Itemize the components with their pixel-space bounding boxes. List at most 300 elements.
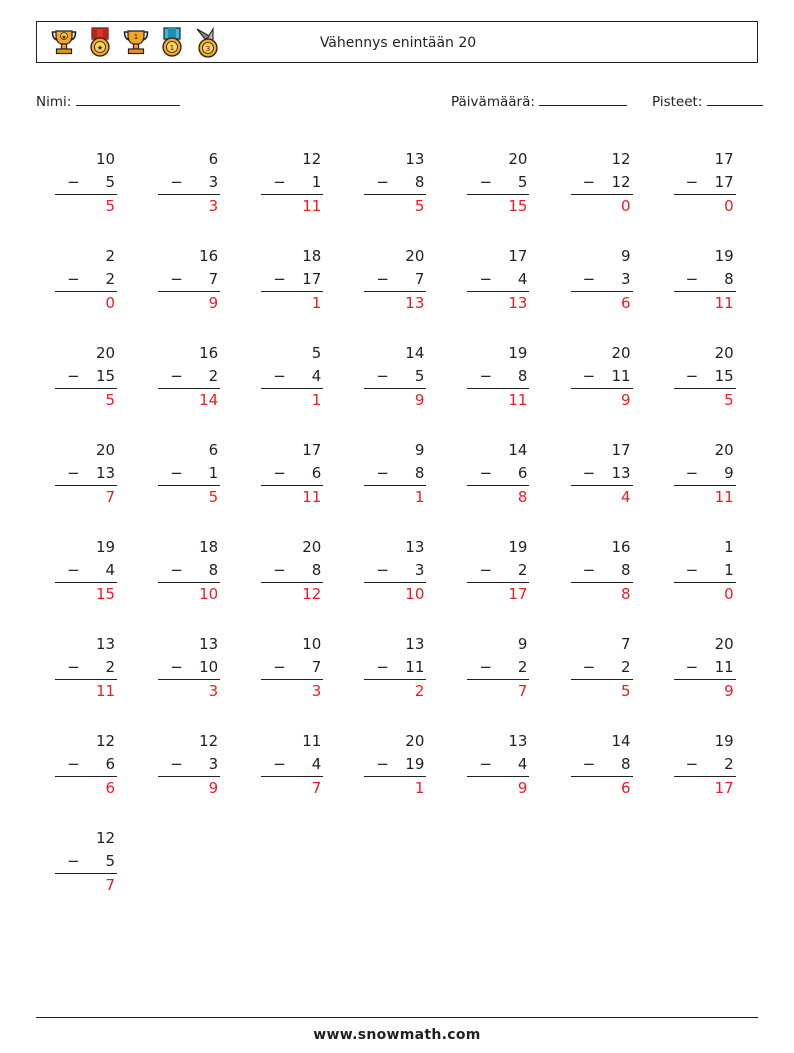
subtrahend: 2 xyxy=(621,658,631,676)
subtrahend-row xyxy=(467,171,529,195)
subtraction-problem xyxy=(571,730,633,800)
subtraction-problem xyxy=(364,148,426,218)
subtrahend-row xyxy=(55,753,117,777)
points-input[interactable] xyxy=(707,92,763,106)
subtrahend-row xyxy=(261,559,323,583)
subtrahend: 12 xyxy=(611,173,631,191)
trophy-orange-icon xyxy=(119,25,153,63)
subtrahend-row xyxy=(674,656,736,680)
problem-cell xyxy=(345,140,448,237)
date-input[interactable] xyxy=(539,92,627,106)
answer[interactable]: 5 xyxy=(724,391,734,409)
minus-operator-icon: − xyxy=(273,464,286,482)
subtrahend-row xyxy=(55,462,117,486)
answer[interactable]: 15 xyxy=(96,585,116,603)
minus-operator-icon: − xyxy=(685,561,699,579)
minus-operator-icon: − xyxy=(582,658,596,676)
minuend: 13 xyxy=(405,150,425,168)
minuend: 17 xyxy=(611,441,631,459)
minus-operator-icon: − xyxy=(273,561,286,579)
minus-operator-icon: − xyxy=(67,852,80,870)
problem-cell xyxy=(345,237,448,334)
minuend: 19 xyxy=(714,247,734,265)
subtrahend: 17 xyxy=(714,173,734,191)
minus-operator-icon: − xyxy=(376,561,389,579)
subtraction-problem xyxy=(158,245,220,315)
subtrahend-row xyxy=(467,268,529,292)
subtraction-problem xyxy=(571,536,633,606)
subtrahend-row xyxy=(674,171,736,195)
subtraction-problem xyxy=(571,342,633,412)
subtrahend: 1 xyxy=(311,173,322,191)
subtrahend: 9 xyxy=(724,464,734,482)
minuend: 10 xyxy=(96,150,116,168)
answer[interactable]: 11 xyxy=(714,294,734,312)
minuend: 14 xyxy=(611,732,631,750)
minuend: 20 xyxy=(405,732,425,750)
answer[interactable]: 5 xyxy=(105,391,116,409)
answer[interactable]: 7 xyxy=(105,488,116,506)
name-input[interactable] xyxy=(76,92,180,106)
subtraction-problem xyxy=(158,536,220,606)
subtrahend: 1 xyxy=(724,561,734,579)
minuend: 10 xyxy=(302,635,322,653)
answer[interactable]: 0 xyxy=(105,294,116,312)
answer[interactable]: 17 xyxy=(508,585,528,603)
minuend: 14 xyxy=(405,344,425,362)
answer[interactable]: 6 xyxy=(621,779,631,797)
subtrahend: 15 xyxy=(714,367,734,385)
subtrahend-row xyxy=(571,365,633,389)
problem-cell xyxy=(345,722,448,819)
subtrahend: 4 xyxy=(311,755,322,773)
problem-cell xyxy=(448,431,551,528)
subtrahend: 13 xyxy=(611,464,631,482)
subtrahend-row xyxy=(467,559,529,583)
answer[interactable]: 0 xyxy=(724,585,734,603)
minuend: 17 xyxy=(714,150,734,168)
minus-operator-icon: − xyxy=(376,173,389,191)
subtraction-problem xyxy=(158,633,220,703)
answer[interactable]: 10 xyxy=(405,585,425,603)
subtrahend: 1 xyxy=(208,464,219,482)
problem-cell xyxy=(139,431,242,528)
footer-site: www.snowmath.com xyxy=(313,1027,481,1043)
problem-cell xyxy=(139,722,242,819)
answer[interactable]: 17 xyxy=(714,779,734,797)
subtrahend-row xyxy=(467,462,529,486)
minus-operator-icon: − xyxy=(170,270,183,288)
subtrahend-row xyxy=(55,365,117,389)
minuend: 20 xyxy=(508,150,528,168)
minus-operator-icon: − xyxy=(685,658,699,676)
minus-operator-icon: − xyxy=(67,658,80,676)
answer[interactable]: 9 xyxy=(414,391,425,409)
minuend: 12 xyxy=(611,150,631,168)
minuend: 20 xyxy=(96,441,116,459)
subtrahend: 8 xyxy=(621,755,631,773)
subtrahend: 5 xyxy=(414,367,425,385)
subtrahend: 4 xyxy=(105,561,116,579)
minus-operator-icon: − xyxy=(582,367,596,385)
minus-operator-icon: − xyxy=(479,755,493,773)
subtrahend: 2 xyxy=(208,367,219,385)
subtrahend: 11 xyxy=(405,658,425,676)
medal-bronze-icon xyxy=(191,25,225,63)
minus-operator-icon: − xyxy=(479,561,493,579)
minus-operator-icon: − xyxy=(67,270,80,288)
minus-operator-icon: − xyxy=(376,270,389,288)
minuend: 14 xyxy=(508,441,528,459)
subtraction-problem xyxy=(467,730,529,800)
subtrahend: 4 xyxy=(517,755,528,773)
subtraction-problem xyxy=(674,536,736,606)
svg-text:★: ★ xyxy=(96,44,104,52)
problem-cell xyxy=(551,722,654,819)
problem-cell xyxy=(448,528,551,625)
problem-cell xyxy=(139,528,242,625)
minus-operator-icon: − xyxy=(170,464,183,482)
subtrahend-row xyxy=(158,559,220,583)
subtrahend-row xyxy=(158,268,220,292)
minuend: 20 xyxy=(405,247,425,265)
problem-cell xyxy=(448,237,551,334)
minus-operator-icon: − xyxy=(479,173,493,191)
minus-operator-icon: − xyxy=(479,367,493,385)
minuend: 9 xyxy=(414,441,425,459)
problem-cell xyxy=(345,334,448,431)
medal-red-icon xyxy=(85,25,115,63)
subtrahend-row xyxy=(674,268,736,292)
problem-cell xyxy=(345,431,448,528)
problem-cell xyxy=(448,140,551,237)
problem-cell xyxy=(242,431,345,528)
minuend: 13 xyxy=(96,635,116,653)
minuend: 19 xyxy=(714,732,734,750)
subtrahend-row xyxy=(571,268,633,292)
minus-operator-icon: − xyxy=(582,173,596,191)
problem-cell xyxy=(448,334,551,431)
minus-operator-icon: − xyxy=(479,270,493,288)
subtrahend-row xyxy=(571,753,633,777)
subtrahend: 5 xyxy=(105,173,116,191)
problem-cell xyxy=(551,334,654,431)
minuend: 13 xyxy=(405,635,425,653)
answer[interactable]: 8 xyxy=(621,585,631,603)
subtrahend-row xyxy=(55,171,117,195)
subtrahend: 19 xyxy=(405,755,425,773)
subtraction-problem xyxy=(674,245,736,315)
subtrahend-row xyxy=(261,656,323,680)
subtrahend: 7 xyxy=(311,658,322,676)
subtraction-problem xyxy=(364,342,426,412)
subtrahend-row xyxy=(55,559,117,583)
minus-operator-icon: − xyxy=(376,367,389,385)
minuend: 5 xyxy=(311,344,322,362)
minuend: 17 xyxy=(508,247,528,265)
problem-cell xyxy=(139,334,242,431)
problem-cell xyxy=(36,819,139,916)
date-field-group xyxy=(451,92,627,110)
problem-cell xyxy=(551,431,654,528)
problem-cell xyxy=(655,334,758,431)
answer[interactable]: 5 xyxy=(414,197,425,215)
svg-text:★: ★ xyxy=(61,34,67,41)
name-label: Nimi: xyxy=(36,94,72,110)
minuend: 18 xyxy=(199,538,219,556)
minus-operator-icon: − xyxy=(273,658,286,676)
subtrahend: 2 xyxy=(105,270,116,288)
subtraction-problem xyxy=(55,245,117,315)
footer-divider xyxy=(36,1017,758,1018)
minus-operator-icon: − xyxy=(67,367,80,385)
subtrahend: 2 xyxy=(724,755,734,773)
minuend: 6 xyxy=(208,150,219,168)
answer[interactable]: 1 xyxy=(311,294,322,312)
subtraction-problem xyxy=(158,342,220,412)
answer[interactable]: 12 xyxy=(302,585,322,603)
minus-operator-icon: − xyxy=(376,755,389,773)
answer[interactable]: 9 xyxy=(724,682,734,700)
subtrahend-row xyxy=(674,462,736,486)
page-title: Vähennys enintään 20 xyxy=(319,35,477,51)
subtrahend-row xyxy=(364,462,426,486)
subtraction-problem xyxy=(55,439,117,509)
minus-operator-icon: − xyxy=(67,561,80,579)
minuend: 19 xyxy=(508,344,528,362)
problem-grid xyxy=(36,140,758,916)
minus-operator-icon: − xyxy=(582,561,596,579)
minuend: 20 xyxy=(714,344,734,362)
problem-cell xyxy=(655,528,758,625)
answer[interactable]: 1 xyxy=(311,391,322,409)
name-field-group xyxy=(36,92,180,110)
minuend: 11 xyxy=(302,732,322,750)
subtrahend-row xyxy=(158,656,220,680)
subtraction-problem xyxy=(55,827,117,897)
answer[interactable]: 6 xyxy=(621,294,631,312)
answer[interactable]: 7 xyxy=(105,876,116,894)
minuend: 12 xyxy=(96,732,116,750)
subtraction-problem xyxy=(55,633,117,703)
subtrahend-row xyxy=(158,462,220,486)
problem-cell xyxy=(551,140,654,237)
svg-text:1: 1 xyxy=(133,33,139,41)
subtraction-problem xyxy=(571,245,633,315)
answer[interactable]: 15 xyxy=(508,197,528,215)
answer[interactable]: 6 xyxy=(105,779,116,797)
minus-operator-icon: − xyxy=(67,173,80,191)
subtrahend-row xyxy=(674,365,736,389)
subtraction-problem xyxy=(364,245,426,315)
minuend: 20 xyxy=(302,538,322,556)
subtraction-problem xyxy=(674,730,736,800)
minuend: 12 xyxy=(302,150,322,168)
subtraction-problem xyxy=(571,148,633,218)
subtrahend-row xyxy=(364,559,426,583)
minus-operator-icon: − xyxy=(273,755,286,773)
header-box xyxy=(36,21,758,63)
subtrahend: 7 xyxy=(208,270,219,288)
subtrahend-row xyxy=(55,268,117,292)
subtrahend: 8 xyxy=(311,561,322,579)
subtrahend: 17 xyxy=(302,270,322,288)
problem-cell xyxy=(655,722,758,819)
points-field-group xyxy=(652,92,763,110)
minuend: 20 xyxy=(96,344,116,362)
minus-operator-icon: − xyxy=(170,755,183,773)
minus-operator-icon: − xyxy=(582,755,596,773)
problem-cell xyxy=(551,625,654,722)
answer[interactable]: 7 xyxy=(517,682,528,700)
minuend: 20 xyxy=(714,441,734,459)
subtrahend-row xyxy=(571,462,633,486)
subtraction-problem xyxy=(467,536,529,606)
answer[interactable]: 9 xyxy=(208,779,219,797)
minus-operator-icon: − xyxy=(685,367,699,385)
answer[interactable]: 9 xyxy=(208,294,219,312)
subtraction-problem xyxy=(261,439,323,509)
subtrahend: 4 xyxy=(517,270,528,288)
answer[interactable]: 4 xyxy=(621,488,631,506)
minus-operator-icon: − xyxy=(376,464,389,482)
answer[interactable]: 10 xyxy=(199,585,219,603)
subtraction-problem xyxy=(364,633,426,703)
answer[interactable]: 1 xyxy=(414,779,425,797)
subtraction-problem xyxy=(261,633,323,703)
subtrahend: 3 xyxy=(208,755,219,773)
answer[interactable]: 1 xyxy=(414,488,425,506)
answer[interactable]: 3 xyxy=(311,682,322,700)
problem-cell xyxy=(345,625,448,722)
answer[interactable]: 14 xyxy=(199,391,219,409)
subtrahend-row xyxy=(364,171,426,195)
subtrahend-row xyxy=(261,462,323,486)
minuend: 19 xyxy=(96,538,116,556)
problem-cell xyxy=(655,625,758,722)
subtrahend: 2 xyxy=(517,561,528,579)
minuend: 12 xyxy=(96,829,116,847)
answer[interactable]: 7 xyxy=(311,779,322,797)
student-info-row xyxy=(36,92,758,114)
svg-text:1: 1 xyxy=(169,44,175,52)
answer[interactable]: 11 xyxy=(508,391,528,409)
subtraction-problem xyxy=(55,148,117,218)
answer[interactable]: 11 xyxy=(96,682,116,700)
answer[interactable]: 11 xyxy=(714,488,734,506)
problem-cell xyxy=(242,722,345,819)
minus-operator-icon: − xyxy=(170,367,183,385)
answer[interactable]: 9 xyxy=(517,779,528,797)
subtrahend-row xyxy=(55,850,117,874)
problem-cell xyxy=(448,625,551,722)
subtraction-problem xyxy=(55,536,117,606)
answer[interactable]: 0 xyxy=(621,197,631,215)
problem-cell xyxy=(655,140,758,237)
minuend: 9 xyxy=(621,247,631,265)
subtrahend: 8 xyxy=(517,367,528,385)
answer[interactable]: 13 xyxy=(508,294,528,312)
subtraction-problem xyxy=(467,342,529,412)
minuend: 16 xyxy=(199,247,219,265)
points-label: Pisteet: xyxy=(652,94,703,110)
answer[interactable]: 13 xyxy=(405,294,425,312)
problem-cell xyxy=(551,528,654,625)
subtrahend: 3 xyxy=(208,173,219,191)
answer[interactable]: 5 xyxy=(621,682,631,700)
minus-operator-icon: − xyxy=(170,561,183,579)
minuend: 13 xyxy=(199,635,219,653)
award-icons xyxy=(47,26,277,62)
subtraction-problem xyxy=(467,245,529,315)
problem-cell xyxy=(36,334,139,431)
subtraction-problem xyxy=(261,245,323,315)
problem-cell xyxy=(655,237,758,334)
answer[interactable]: 2 xyxy=(414,682,425,700)
subtrahend: 8 xyxy=(414,464,425,482)
minus-operator-icon: − xyxy=(685,270,699,288)
subtrahend: 6 xyxy=(105,755,116,773)
svg-text:3: 3 xyxy=(205,45,211,53)
problem-cell xyxy=(36,528,139,625)
date-label: Päivämäärä: xyxy=(451,94,535,110)
problem-cell xyxy=(36,722,139,819)
answer[interactable]: 3 xyxy=(208,197,219,215)
subtrahend: 8 xyxy=(208,561,219,579)
subtrahend-row xyxy=(364,365,426,389)
answer[interactable]: 9 xyxy=(621,391,631,409)
minuend: 20 xyxy=(611,344,631,362)
answer[interactable]: 8 xyxy=(517,488,528,506)
minuend: 13 xyxy=(508,732,528,750)
answer[interactable]: 0 xyxy=(724,197,734,215)
subtraction-problem xyxy=(261,730,323,800)
subtrahend-row xyxy=(261,268,323,292)
subtrahend: 10 xyxy=(199,658,219,676)
problem-cell xyxy=(242,237,345,334)
subtraction-problem xyxy=(55,342,117,412)
subtrahend: 8 xyxy=(414,173,425,191)
subtraction-problem xyxy=(674,342,736,412)
subtraction-problem xyxy=(571,439,633,509)
subtraction-problem xyxy=(364,536,426,606)
subtrahend: 8 xyxy=(724,270,734,288)
subtraction-problem xyxy=(364,730,426,800)
minuend: 16 xyxy=(199,344,219,362)
answer[interactable]: 5 xyxy=(208,488,219,506)
subtraction-problem xyxy=(55,730,117,800)
minus-operator-icon: − xyxy=(582,464,596,482)
minuend: 19 xyxy=(508,538,528,556)
minuend: 1 xyxy=(724,538,734,556)
answer[interactable]: 3 xyxy=(208,682,219,700)
answer[interactable]: 11 xyxy=(302,488,322,506)
minus-operator-icon: − xyxy=(170,658,183,676)
problem-cell xyxy=(242,625,345,722)
subtraction-problem xyxy=(158,439,220,509)
minus-operator-icon: − xyxy=(273,173,286,191)
answer[interactable]: 5 xyxy=(105,197,116,215)
subtraction-problem xyxy=(674,633,736,703)
problem-cell xyxy=(655,431,758,528)
subtrahend-row xyxy=(571,559,633,583)
subtrahend-row xyxy=(571,656,633,680)
minuend: 20 xyxy=(714,635,734,653)
answer[interactable]: 11 xyxy=(302,197,322,215)
subtrahend-row xyxy=(261,365,323,389)
subtrahend-row xyxy=(674,753,736,777)
subtrahend-row xyxy=(467,753,529,777)
